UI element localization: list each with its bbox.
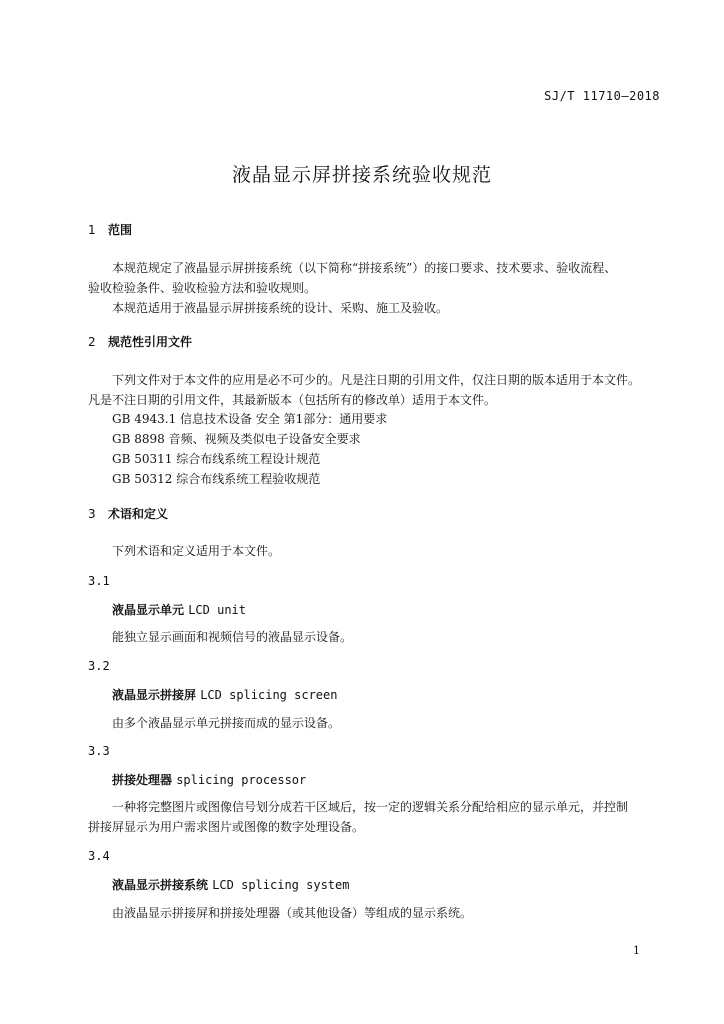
paragraph-line: 本规范规定了液晶显示屏拼接系统（以下简称“拼接系统”）的接口要求、技术要求、验收流程、 — [112, 261, 617, 275]
section-title: 范围 — [108, 223, 133, 237]
term-title — [112, 876, 349, 893]
term-definition — [88, 797, 658, 837]
term-number: 3.2 — [88, 659, 110, 673]
section-number: 2 — [88, 335, 96, 349]
standard-number: SJ/T 11710—2018 — [544, 89, 660, 103]
page-number: 1 — [633, 944, 640, 957]
section-number: 1 — [88, 223, 96, 237]
term-number: 3.4 — [88, 849, 110, 863]
reference-item: GB 8898 音频、视频及类似电子设备安全要求 — [112, 432, 361, 446]
section-2-paragraph — [88, 370, 658, 410]
paragraph-line: 本规范适用于液晶显示屏拼接系统的设计、采购、施工及验收。 — [112, 301, 449, 315]
reference-item: GB 4943.1 信息技术设备 安全 第1部分：通用要求 — [112, 412, 388, 426]
term-english: LCD unit — [188, 603, 246, 617]
section-3-intro: 下列术语和定义适用于本文件。 — [112, 544, 281, 558]
section-1-paragraph — [88, 258, 658, 318]
section-3-heading — [88, 505, 168, 522]
term-chinese: 液晶显示拼接系统 — [112, 878, 209, 892]
paragraph-line: 拼接屏显示为用户需求图片或图像的数字处理设备。 — [88, 820, 365, 834]
term-chinese: 液晶显示单元 — [112, 603, 185, 617]
section-title: 术语和定义 — [108, 507, 169, 521]
section-1-heading — [88, 221, 132, 238]
term-number: 3.3 — [88, 744, 110, 758]
term-title — [112, 771, 306, 788]
paragraph-line: 下列文件对于本文件的应用是必不可少的。凡是注日期的引用文件，仅注日期的版本适用于本文件。 — [112, 373, 641, 387]
term-definition: 能独立显示画面和视频信号的液晶显示设备。 — [112, 630, 353, 644]
term-chinese: 拼接处理器 — [112, 773, 173, 787]
paragraph-line: 一种将完整图片或图像信号划分成若干区域后，按一定的逻辑关系分配给相应的显示单元，并控制 — [112, 800, 629, 814]
term-number: 3.1 — [88, 574, 110, 588]
section-title: 规范性引用文件 — [108, 335, 193, 349]
reference-item: GB 50311 综合布线系统工程设计规范 — [112, 452, 321, 466]
document-title: 液晶显示屏拼接系统验收规范 — [231, 164, 492, 186]
paragraph-line: 验收检验条件、验收检验方法和验收规则。 — [88, 281, 317, 295]
section-number: 3 — [88, 507, 96, 521]
term-english: LCD splicing screen — [200, 688, 338, 702]
term-english: splicing processor — [176, 773, 307, 787]
term-title — [112, 686, 337, 703]
reference-item: GB 50312 综合布线系统工程验收规范 — [112, 472, 321, 486]
term-title — [112, 601, 246, 618]
term-english: LCD splicing system — [212, 878, 350, 892]
section-2-heading — [88, 333, 192, 350]
term-chinese: 液晶显示拼接屏 — [112, 688, 197, 702]
paragraph-line: 凡是不注日期的引用文件，其最新版本（包括所有的修改单）适用于本文件。 — [88, 393, 497, 407]
term-definition: 由多个液晶显示单元拼接而成的显示设备。 — [112, 716, 341, 730]
term-definition: 由液晶显示拼接屏和拼接处理器（或其他设备）等组成的显示系统。 — [112, 906, 473, 920]
